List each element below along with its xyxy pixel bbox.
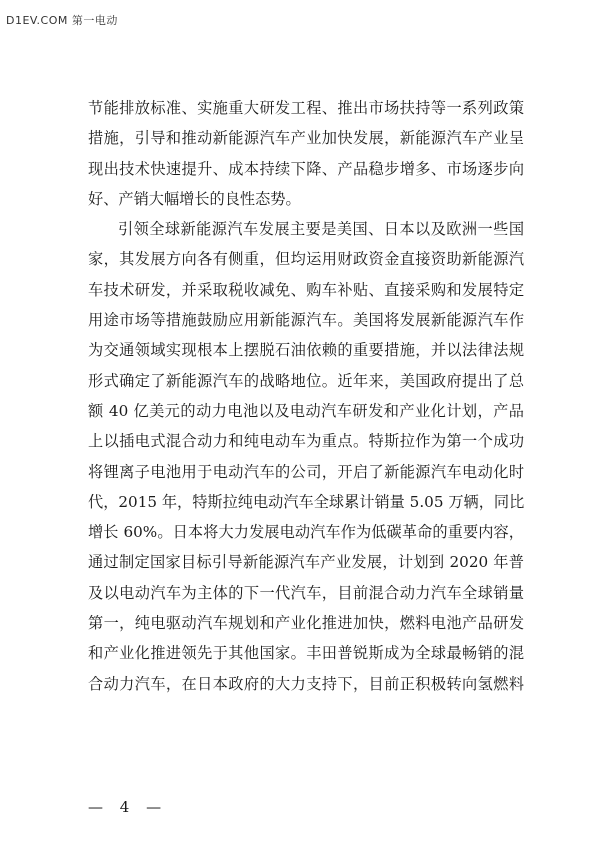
paragraph-line: 第一，纯电驱动汽车规划和产业化推进加快，燃料电池产品研发 <box>88 614 524 633</box>
document-page <box>88 93 524 699</box>
paragraph-line: 用途市场等措施鼓励应用新能源汽车。美国将发展新能源汽车作 <box>88 311 524 330</box>
paragraph-line: 现出技术快速提升、成本持续下降、产品稳步增多、市场逐步向 <box>88 159 524 178</box>
paragraph-line: 代，2015 年，特斯拉纯电动汽车全球累计销量 5.05 万辆，同比 <box>88 492 525 511</box>
paragraph-line: 将锂离子电池用于电动汽车的公司，开启了新能源汽车电动化时 <box>88 462 524 481</box>
paragraph-line: 家，其发展方向各有侧重，但均运用财政资金直接资助新能源汽 <box>88 250 524 269</box>
paragraph-line: 通过制定国家目标引导新能源汽车产业发展，计划到 2020 年普 <box>88 553 524 572</box>
page-number: — 4 — <box>88 798 168 816</box>
paragraph-line: 增长 60%。日本将大力发展电动汽车作为低碳革命的重要内容， <box>88 523 524 542</box>
paragraph-line: 好、产销大幅增长的良性态势。 <box>88 189 301 208</box>
site-watermark: D1EV.COM 第一电动 <box>6 14 118 27</box>
paragraph-line: 措施，引导和推动新能源汽车产业加快发展，新能源汽车产业呈 <box>88 129 524 148</box>
paragraph-2 <box>88 214 524 699</box>
paragraph-line: 及以电动汽车为主体的下一代汽车，目前混合动力汽车全球销量 <box>88 583 524 602</box>
paragraph-line: 和产业化推进领先于其他国家。丰田普锐斯成为全球最畅销的混 <box>88 644 524 663</box>
paragraph-line: 为交通领域实现根本上摆脱石油依赖的重要措施，并以法律法规 <box>88 341 524 360</box>
paragraph-line: 形式确定了新能源汽车的战略地位。近年来，美国政府提出了总 <box>88 371 524 390</box>
paragraph-line: 引领全球新能源汽车发展主要是美国、日本以及欧洲一些国 <box>118 220 524 239</box>
paragraph-line: 额 40 亿美元的动力电池以及电动汽车研发和产业化计划，产品 <box>88 401 524 420</box>
paragraph-1 <box>88 93 524 214</box>
paragraph-line: 合动力汽车，在日本政府的大力支持下，目前正积极转向氢燃料 <box>88 674 524 693</box>
paragraph-line: 上以插电式混合动力和纯电动车为重点。特斯拉作为第一个成功 <box>88 432 524 451</box>
paragraph-line: 车技术研发，并采取税收减免、购车补贴、直接采购和发展特定 <box>88 280 524 299</box>
paragraph-line: 节能排放标准、实施重大研发工程、推出市场扶持等一系列政策 <box>88 99 524 117</box>
